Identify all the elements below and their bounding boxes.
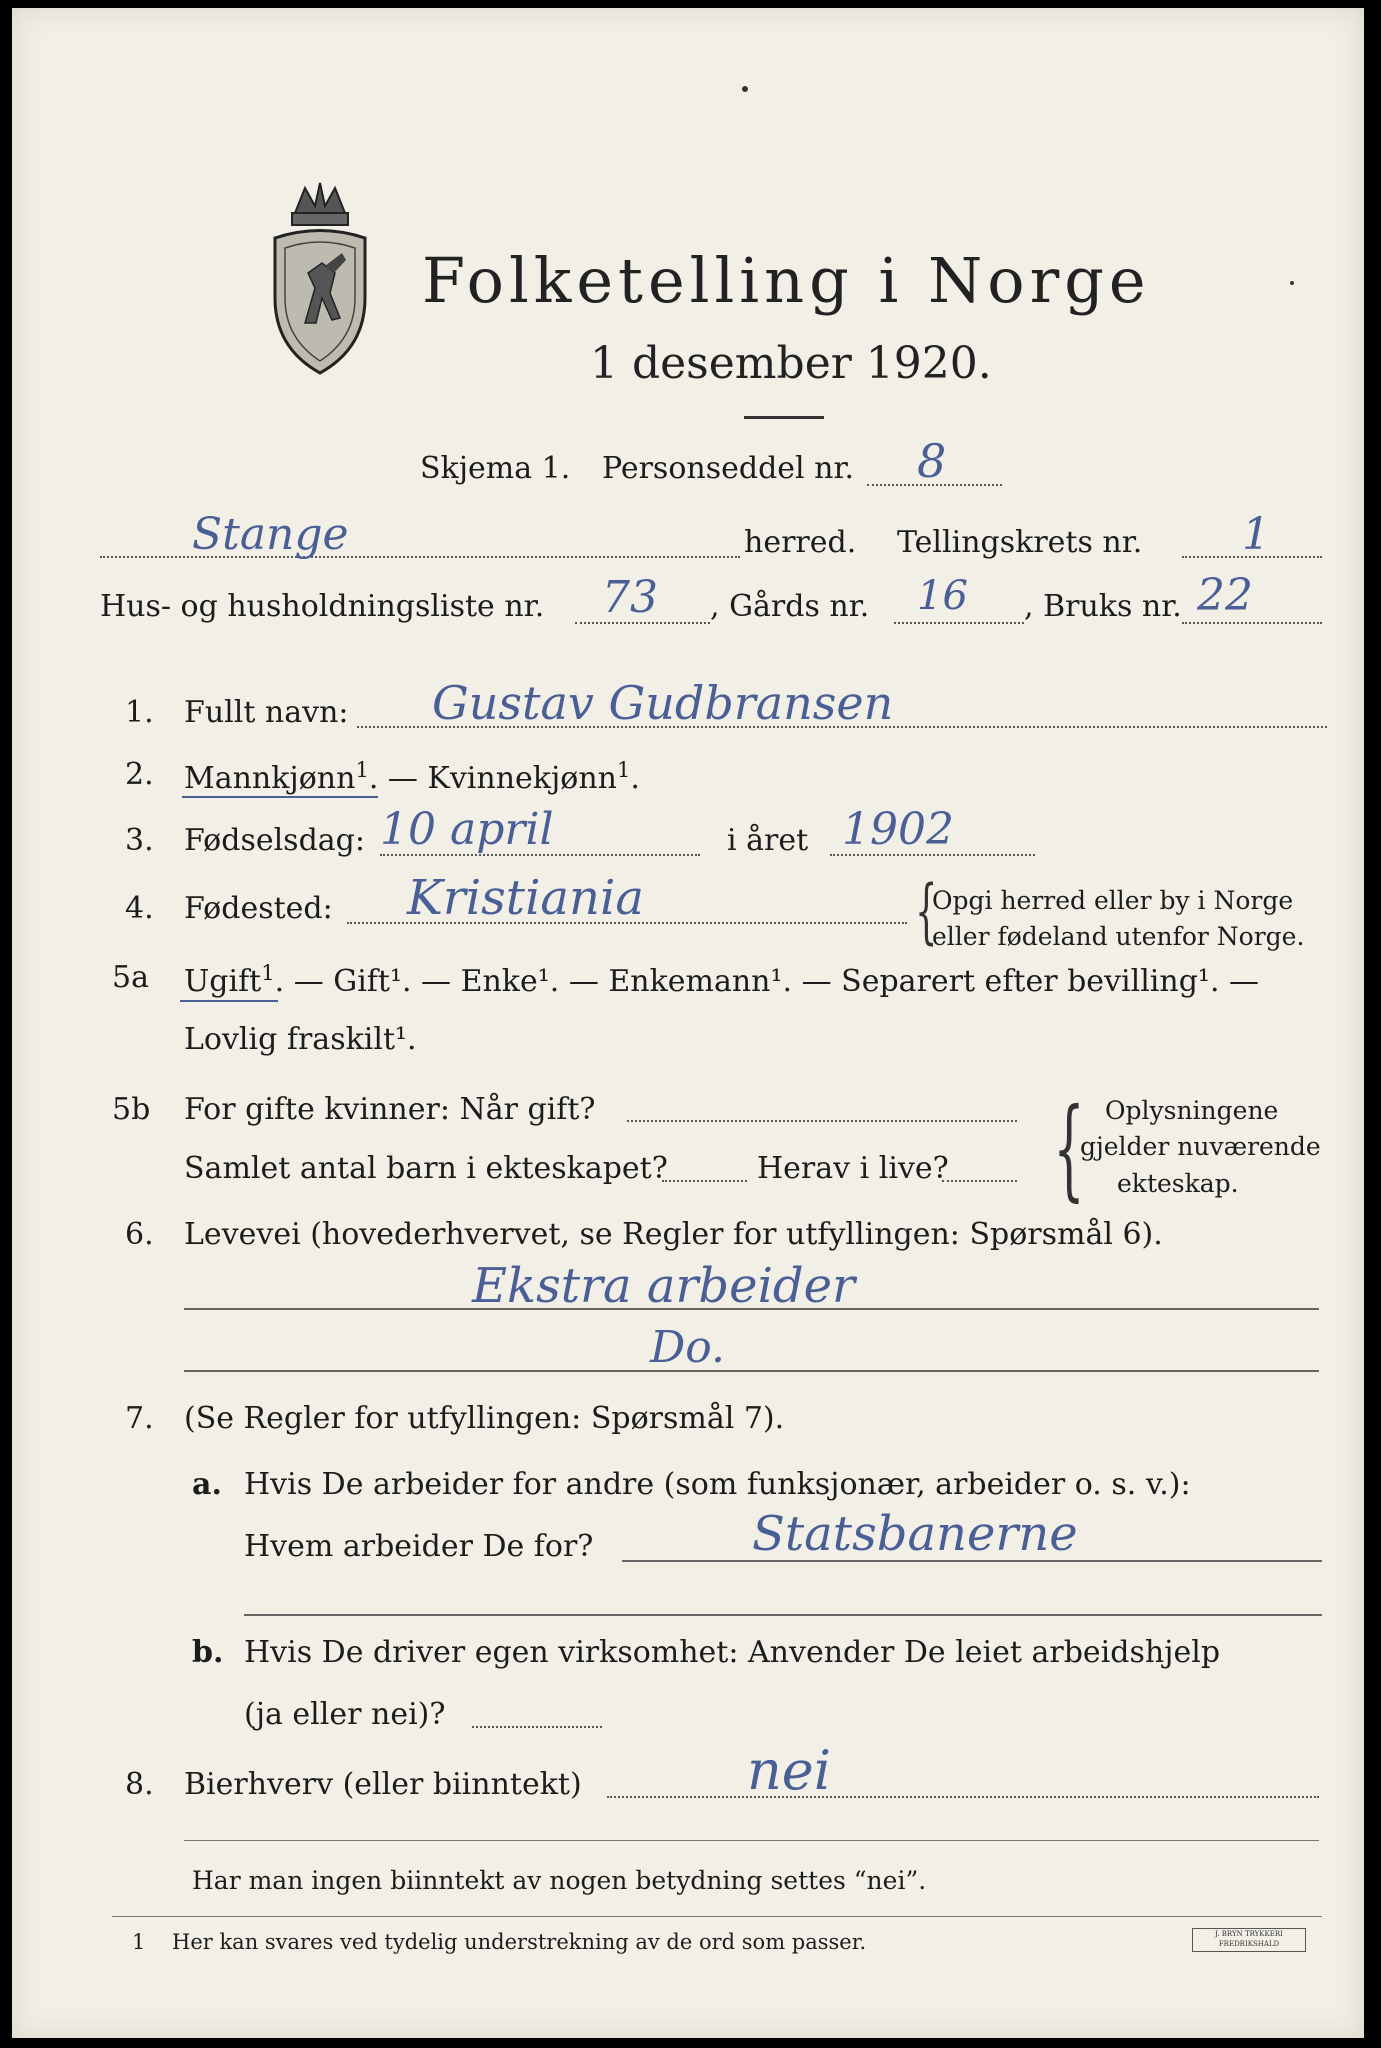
q5b-label2: Samlet antal barn i ekteskapet?: [184, 1151, 668, 1186]
q5b-number: 5b: [112, 1092, 151, 1127]
q7a-letter: a.: [192, 1467, 222, 1502]
gards-value[interactable]: 16: [917, 573, 968, 619]
form-title: Folketelling i Norge: [422, 244, 1151, 317]
birthplace-value[interactable]: Kristiania: [407, 870, 644, 926]
q8-number: 8.: [125, 1767, 154, 1802]
male-underline: [182, 796, 378, 798]
ink-speck: [742, 86, 748, 92]
q5b-label3: Herav i live?: [757, 1151, 949, 1186]
q2-separator: . —: [368, 761, 428, 796]
q7-label: (Se Regler for utfyllingen: Spørsmål 7).: [184, 1401, 785, 1436]
printer-stamp-line1: J. BRYN TRYKKERI: [1215, 1930, 1283, 1938]
footer-note: Har man ingen biinntekt av nogen betydning settes “nei”.: [192, 1866, 927, 1895]
children-alive-line[interactable]: [942, 1180, 1017, 1182]
employer-value[interactable]: Statsbanerne: [752, 1506, 1078, 1562]
gards-line: [894, 622, 1024, 624]
gards-label: , Gårds nr.: [710, 589, 870, 624]
q6-number: 6.: [125, 1217, 154, 1252]
census-form: [12, 8, 1364, 2038]
q1-label: Fullt navn:: [184, 695, 349, 730]
footnote-divider: [112, 1916, 1322, 1917]
q6-line2: [184, 1370, 1319, 1372]
q4-note-line2: eller fødeland utenfor Norge.: [932, 922, 1305, 951]
q4-brace: {: [915, 870, 938, 952]
husliste-value[interactable]: 73: [602, 572, 658, 623]
q2-gender-row: [184, 760, 640, 794]
full-name-value[interactable]: Gustav Gudbransen: [432, 676, 894, 730]
herred-value[interactable]: Stange: [192, 509, 349, 560]
q7b-letter: b.: [192, 1635, 224, 1670]
q7a-label1: Hvis De arbeider for andre (som funksjonær, arbeider o. s. v.):: [244, 1467, 1191, 1502]
q7a-line2: [244, 1614, 1322, 1616]
occupation-value[interactable]: Ekstra arbeider: [472, 1258, 855, 1314]
q5b-note3: ekteskap.: [1117, 1169, 1239, 1198]
occupation-value-2[interactable]: Do.: [650, 1322, 725, 1373]
birthdate-value[interactable]: 10 april: [380, 804, 554, 855]
ink-speck: [1290, 281, 1294, 285]
q2-female-footnote: 1: [616, 758, 631, 782]
personseddel-label: Personseddel nr.: [602, 451, 855, 486]
gender-male-option[interactable]: Mannkjønn: [184, 761, 356, 796]
marital-unmarried-option[interactable]: Ugift: [184, 964, 262, 999]
footer-divider: [184, 1840, 1319, 1841]
form-date: 1 desember 1920.: [590, 338, 992, 389]
q5b-brace: {: [1053, 1084, 1085, 1212]
q6-label: Levevei (hovederhvervet, se Regler for utfyllingen: Spørsmål 6).: [184, 1217, 1163, 1252]
q5a-footnote: 1: [261, 961, 275, 985]
q1-number: 1.: [125, 695, 154, 730]
married-when-line[interactable]: [627, 1120, 1017, 1122]
unmarried-underline: [180, 1000, 278, 1002]
q4-note-line1: Opgi herred eller by i Norge: [932, 886, 1294, 915]
tellingskrets-value[interactable]: 1: [1242, 509, 1270, 560]
tellingskrets-label: Tellingskrets nr.: [897, 525, 1143, 560]
title-divider: [744, 416, 824, 419]
q7b-label1: Hvis De driver egen virksomhet: Anvender De leiet arbeidshjelp: [244, 1635, 1221, 1670]
q2-male-footnote: 1: [355, 758, 369, 782]
q5a-marital-row: [184, 963, 1259, 997]
q7b-label2: (ja eller nei)?: [244, 1697, 446, 1732]
schema-label: Skjema 1.: [420, 451, 571, 486]
herred-label: herred.: [744, 525, 857, 560]
marital-other-options[interactable]: . — Gift¹. — Enke¹. — Enkemann¹. — Separert efter bevilling¹. —: [274, 964, 1260, 999]
q7a-label2: Hvem arbeider De for?: [244, 1529, 594, 1564]
q4-number: 4.: [125, 891, 154, 926]
bruks-label: , Bruks nr.: [1024, 589, 1182, 624]
footnote-number: 1: [132, 1930, 146, 1954]
coat-of-arms-icon: [260, 178, 380, 378]
gender-female-option[interactable]: Kvinnekjønn: [427, 761, 617, 796]
q7b-answer-line[interactable]: [472, 1726, 602, 1728]
side-income-value[interactable]: nei: [747, 1739, 832, 1802]
q3-number: 3.: [125, 823, 154, 858]
q8-line: [607, 1796, 1319, 1798]
q3-year-label: i året: [727, 823, 809, 858]
birth-year-value[interactable]: 1902: [842, 804, 954, 855]
bruks-line: [1182, 622, 1322, 624]
children-total-line[interactable]: [662, 1180, 747, 1182]
personseddel-value[interactable]: 8: [917, 434, 947, 488]
printer-stamp: [1192, 1928, 1306, 1952]
q2-number: 2.: [125, 757, 154, 792]
q5b-note1: Oplysningene: [1105, 1096, 1279, 1125]
q7-number: 7.: [125, 1401, 154, 1436]
bruks-value[interactable]: 22: [1197, 570, 1253, 621]
q4-label: Fødested:: [184, 891, 333, 926]
q5b-note2: gjelder nuværende: [1080, 1132, 1321, 1161]
husliste-label: Hus- og husholdningsliste nr.: [100, 589, 545, 624]
q2-end: .: [630, 761, 640, 796]
q5a-line2[interactable]: Lovlig fraskilt¹.: [184, 1022, 417, 1057]
printer-stamp-line2: FREDRIKSHALD: [1218, 1940, 1280, 1948]
q5a-number: 5a: [112, 960, 149, 995]
q3-label: Fødselsdag:: [184, 823, 365, 858]
q8-label: Bierhverv (eller biinntekt): [184, 1767, 582, 1802]
footnote-text: Her kan svares ved tydelig understrekning av de ord som passer.: [172, 1930, 867, 1954]
q5b-label1: For gifte kvinner: Når gift?: [184, 1092, 596, 1127]
